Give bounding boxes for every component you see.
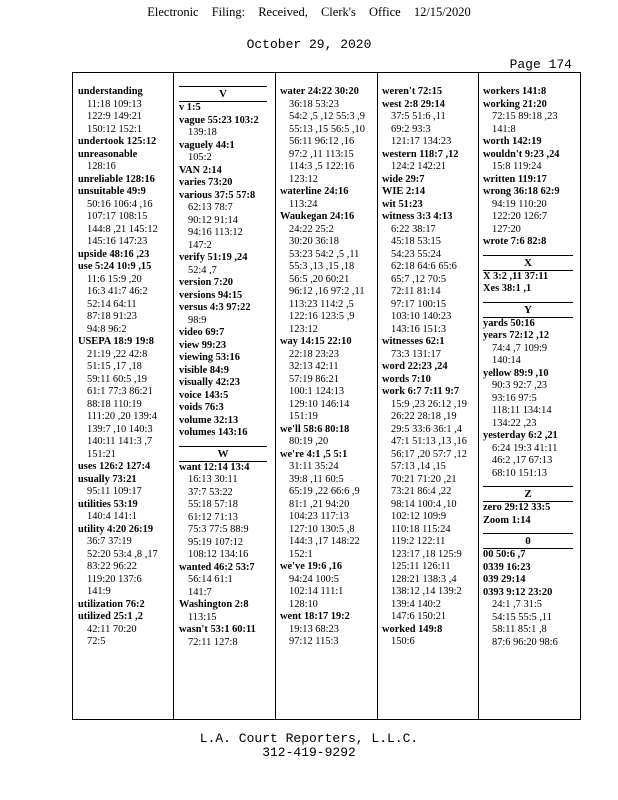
- index-entry-refs: 129:10 146:14: [289, 398, 350, 410]
- index-entry-refs: 95:19 107:12: [188, 536, 244, 548]
- index-entry-refs: 57:13 ,14 ,15: [391, 461, 446, 472]
- index-entry-refs: 42:11 70:20: [87, 623, 137, 635]
- index-entry-term: Zoom 1:14: [483, 514, 531, 526]
- index-entry-term: upside 48:16 ,23: [78, 248, 150, 260]
- index-entry-refs: 73:3 131:17: [391, 348, 441, 360]
- index-entry-term: yards 50:16: [483, 317, 535, 329]
- index-entry-refs: 80:19 ,20: [289, 436, 329, 447]
- index-entry-refs: 56:5 ,20 60:21: [289, 273, 350, 285]
- index-entry-refs: 68:10 151:13: [492, 467, 548, 479]
- letter-heading: Y: [483, 302, 573, 318]
- index-entry-term: unreasonable: [78, 148, 138, 160]
- letter-heading: V: [179, 86, 267, 102]
- index-entry-term: use 5:24 10:9 ,15: [78, 261, 152, 272]
- index-entry-term: wanted 46:2 53:7: [179, 561, 255, 573]
- index-entry-term: 0393 9:12 23:20: [483, 586, 553, 598]
- index-entry-refs: 128:10: [289, 598, 318, 610]
- index-entry-term: wrote 7:6 82:8: [483, 236, 547, 247]
- index-entry-refs: 122:20 126:7: [492, 211, 548, 222]
- index-entry-refs: 121:17 134:23: [391, 136, 452, 147]
- index-entry-refs: 52:4 ,7: [188, 264, 217, 276]
- index-entry-refs: 122:16 123:5 ,9: [289, 311, 355, 322]
- filing-word: Filing:: [211, 5, 246, 19]
- index-entry-refs: 108:12 134:16: [188, 549, 249, 560]
- index-entry-refs: 72:15 89:18 ,23: [492, 111, 558, 122]
- index-entry-term: years 72:12 ,12: [483, 330, 550, 341]
- index-entry-refs: 69:2 93:3: [391, 123, 431, 135]
- index-entry-term: view 99:23: [179, 339, 227, 351]
- index-entry-refs: 73:21 86:4 ,22: [391, 486, 452, 497]
- index-entry-refs: 39:8 ,11 60:5: [289, 473, 344, 485]
- index-entry-refs: 124:2 142:21: [391, 161, 447, 172]
- index-entry-refs: 144:8 ,21 145:12: [87, 223, 158, 235]
- index-entry-refs: 147:6 150:21: [391, 611, 447, 622]
- index-entry-refs: 111:20 ,20 139:4: [87, 411, 157, 422]
- index-entry-refs: 95:11 109:17: [87, 486, 142, 497]
- index-entry-term: 039 29:14: [483, 574, 526, 585]
- index-entry-refs: 15:9 ,23 26:12 ,19: [391, 398, 467, 410]
- index-entry-term: worked 149:8: [382, 623, 443, 635]
- index-entry-refs: 141:7: [188, 586, 212, 598]
- index-entry-term: west 2:8 29:14: [382, 98, 445, 110]
- index-entry-refs: 105:2: [188, 152, 212, 163]
- index-entry-term: USEPA 18:9 19:8: [78, 336, 155, 347]
- index-entry-refs: 98:14 100:4 ,10: [391, 498, 457, 510]
- index-entry-refs: 94:8 96:2: [87, 323, 127, 335]
- index-entry-refs: 16:13 30:11: [188, 474, 238, 485]
- index-entry-refs: 11:18 109:13: [87, 98, 142, 110]
- index-entry-refs: 118:11 134:14: [492, 405, 552, 416]
- index-entry-term: weren't 72:15: [382, 86, 443, 97]
- index-entry-refs: 72:11 81:14: [391, 286, 441, 297]
- index-entry-term: word 22:23 ,24: [382, 361, 448, 372]
- index-entry-term: understanding: [78, 86, 143, 97]
- index-entry-refs: 29:5 33:6 36:1 ,4: [391, 423, 463, 435]
- index-entry-refs: 47:1 51:13 ,13 ,16: [391, 436, 467, 447]
- index-entry-term: Washington 2:8: [179, 599, 249, 610]
- index-entry-refs: 19:13 68:23: [289, 623, 339, 635]
- column-divider: [173, 72, 174, 720]
- index-entry-term: wouldn't 9:23 ,24: [483, 148, 560, 160]
- index-entry-term: utilities 53:19: [78, 498, 138, 510]
- index-entry-refs: 123:12: [289, 323, 318, 335]
- index-entry-refs: 141:8: [492, 123, 516, 135]
- index-entry-refs: 36:18 53:23: [289, 98, 339, 110]
- page-number: Page 174: [509, 57, 572, 72]
- index-entry-refs: 97:2 ,11 113:15: [289, 148, 354, 160]
- index-entry-refs: 128:21 138:3 ,4: [391, 573, 457, 585]
- index-entry-refs: 94:19 110:20: [492, 198, 547, 210]
- index-entry-refs: 58:11 85:1 ,8: [492, 624, 547, 635]
- index-entry-term: undertook 125:12: [78, 136, 157, 147]
- index-entry-refs: 152:1: [289, 548, 313, 560]
- index-entry-term: workers 141:8: [483, 86, 547, 97]
- index-entry-refs: 102:14 111:1: [289, 586, 344, 597]
- index-entry-refs: 140:14: [492, 355, 521, 366]
- index-entry-term: working 21:20: [483, 98, 547, 110]
- index-entry-term: want 12:14 13:4: [179, 461, 250, 473]
- index-entry-term: versus 4:3 97:22: [179, 302, 251, 313]
- index-entry-refs: 125:11 126:11: [391, 561, 451, 572]
- index-entry-term: volume 32:13: [179, 414, 239, 426]
- filing-word: Received,: [258, 5, 308, 19]
- index-entry-refs: 62:13 78:7: [188, 202, 233, 213]
- index-entry-term: witness 3:3 4:13: [382, 211, 453, 222]
- index-entry-term: worth 142:19: [483, 136, 542, 147]
- index-entry-refs: 128:16: [87, 161, 116, 172]
- index-entry-term: versions 94:15: [179, 289, 243, 301]
- index-entry-refs: 87:18 91:23: [87, 311, 137, 322]
- index-column: [179, 86, 271, 649]
- filing-word: Electronic: [147, 5, 199, 19]
- index-entry-term: went 18:17 19:2: [280, 611, 350, 622]
- index-entry-refs: 96:12 ,16 97:2 ,11: [289, 286, 365, 297]
- index-entry-term: uses 126:2 127:4: [78, 461, 151, 472]
- index-entry-refs: 141:9: [87, 586, 111, 597]
- index-entry-refs: 90:3 92:7 ,23: [492, 380, 548, 391]
- index-entry-refs: 150:12 152:1: [87, 123, 143, 135]
- electronic-filing-stamp: [0, 5, 618, 20]
- index-entry-term: wrong 36:18 62:9: [483, 186, 560, 197]
- index-entry-refs: 24:22 25:2: [289, 223, 334, 235]
- index-entry-refs: 54:2 ,5 ,12 55:3 ,9: [289, 111, 365, 122]
- index-entry-term: volumes 143:16: [179, 427, 248, 438]
- transcript-date: October 29, 2020: [246, 37, 372, 52]
- index-entry-term: water 24:22 30:20: [280, 86, 359, 97]
- index-entry-term: witnesses 62:1: [382, 336, 445, 347]
- index-entry-term: X 3:2 ,11 37:11: [483, 270, 549, 282]
- index-entry-refs: 119:2 122:11: [391, 536, 446, 547]
- column-divider: [478, 72, 479, 720]
- index-entry-refs: 110:18 115:24: [391, 523, 451, 535]
- index-entry-refs: 83:22 96:22: [87, 561, 137, 572]
- index-entry-refs: 127:10 130:5 ,8: [289, 523, 355, 535]
- index-entry-refs: 54:15 55:5 ,11: [492, 611, 552, 623]
- index-entry-refs: 75:3 77:5 88:9: [188, 524, 249, 535]
- index-entry-refs: 45:18 53:15: [391, 236, 441, 247]
- index-entry-refs: 70:21 71:20 ,21: [391, 473, 457, 485]
- index-entry-term: wasn't 53:1 60:11: [179, 624, 256, 635]
- index-entry-refs: 127:20: [492, 223, 521, 235]
- index-entry-refs: 32:13 42:11: [289, 361, 339, 372]
- index-entry-term: usually 73:21: [78, 473, 137, 485]
- index-entry-refs: 37:5 51:6 ,11: [391, 111, 446, 122]
- filing-word: 12/15/2020: [413, 5, 471, 19]
- index-entry-refs: 94:16 113:12: [188, 227, 243, 238]
- index-entry-refs: 72:11 127:8: [188, 636, 238, 648]
- index-entry-refs: 140:4 141:1: [87, 511, 137, 522]
- index-entry-refs: 104:23 117:13: [289, 511, 349, 522]
- index-entry-refs: 87:6 96:20 98:6: [492, 636, 558, 648]
- letter-heading: X: [483, 255, 573, 271]
- index-entry-refs: 114:3 ,5 122:16: [289, 161, 355, 172]
- index-entry-refs: 138:12 ,14 139:2: [391, 586, 462, 597]
- filing-word: Office: [368, 5, 401, 19]
- index-entry-refs: 113:23 114:2 ,5: [289, 298, 354, 310]
- index-entry-refs: 88:18 110:19: [87, 398, 142, 410]
- index-entry-refs: 61:1 77:3 86:21: [87, 386, 153, 397]
- index-entry-term: vaguely 44:1: [179, 139, 235, 151]
- index-entry-term: we're 4:1 ,5 5:1: [280, 448, 348, 460]
- letter-heading: 0: [483, 533, 573, 549]
- reporter-footer: [0, 732, 618, 760]
- reporter-name: L.A. Court Reporters, L.L.C.: [199, 731, 419, 746]
- index-entry-refs: 37:7 53:22: [188, 486, 233, 498]
- index-entry-refs: 52:20 53:4 ,8 ,17: [87, 548, 158, 560]
- index-entry-term: Xes 38:1 ,1: [483, 283, 532, 294]
- index-entry-refs: 122:9 149:21: [87, 111, 143, 122]
- index-entry-refs: 54:23 55:24: [391, 248, 441, 260]
- reporter-phone: 312-419-9292: [262, 745, 356, 760]
- index-entry-term: wit 51:23: [382, 198, 423, 210]
- index-entry-refs: 140:11 141:3 ,7: [87, 436, 153, 447]
- index-entry-refs: 65:19 ,22 66:6 ,9: [289, 486, 360, 497]
- index-entry-term: yellow 89:9 ,10: [483, 367, 549, 379]
- index-entry-term: various 37:5 57:8: [179, 189, 256, 201]
- index-entry-refs: 55:18 57:18: [188, 499, 238, 510]
- index-entry-refs: 24:1 ,7 31:5: [492, 599, 542, 610]
- index-entry-term: version 7:20: [179, 277, 233, 288]
- index-entry-refs: 53:23 54:2 ,5 ,11: [289, 248, 360, 260]
- index-entry-refs: 147:2: [188, 239, 212, 251]
- index-entry-refs: 21:19 ,22 42:8: [87, 348, 148, 360]
- letter-heading: W: [179, 446, 267, 462]
- index-entry-refs: 97:17 100:15: [391, 298, 447, 310]
- index-entry-refs: 56:17 ,20 57:7 ,12: [391, 448, 467, 460]
- index-entry-refs: 61:12 71:13: [188, 511, 238, 523]
- index-entry-refs: 31:11 35:24: [289, 461, 339, 472]
- index-entry-term: western 118:7 ,12: [382, 148, 459, 160]
- index-entry-term: unsuitable 49:9: [78, 186, 146, 197]
- index-entry-refs: 72:5: [87, 636, 106, 647]
- index-entry-term: visible 84:9: [179, 364, 229, 376]
- index-entry-refs: 57:19 86:21: [289, 373, 339, 385]
- index-entry-term: voice 143:5: [179, 389, 229, 401]
- index-entry-refs: 123:17 ,18 125:9: [391, 548, 462, 560]
- column-divider: [377, 72, 378, 720]
- index-entry-refs: 52:14 64:11: [87, 298, 137, 310]
- index-entry-refs: 103:10 140:23: [391, 311, 452, 322]
- index-column: [483, 86, 577, 649]
- index-entry-refs: 139:4 140:2: [391, 598, 441, 610]
- index-entry-refs: 55:13 ,15 56:5 ,10: [289, 123, 365, 135]
- index-entry-term: utility 4:20 26:19: [78, 523, 154, 535]
- index-entry-refs: 94:24 100:5: [289, 573, 339, 585]
- index-entry-term: unreliable 128:16: [78, 173, 155, 185]
- index-entry-term: wide 29:7: [382, 173, 425, 185]
- index-entry-refs: 102:12 109:9: [391, 511, 447, 522]
- index-entry-refs: 26:22 28:18 ,19: [391, 411, 457, 422]
- index-column: [382, 86, 476, 649]
- index-entry-term: verify 51:19 ,24: [179, 252, 248, 263]
- index-entry-refs: 119:20 137:6: [87, 573, 142, 585]
- index-entry-refs: 107:17 108:15: [87, 211, 148, 222]
- index-entry-refs: 51:15 ,17 ,18: [87, 361, 142, 372]
- index-entry-refs: 56:11 96:12 ,16: [289, 136, 355, 147]
- index-entry-refs: 30:20 36:18: [289, 236, 339, 247]
- index-entry-refs: 150:6: [391, 636, 415, 647]
- index-entry-refs: 59:11 60:5 ,19: [87, 373, 147, 385]
- index-entry-refs: 134:22 ,23: [492, 417, 537, 429]
- index-entry-refs: 97:12 115:3: [289, 636, 339, 647]
- index-entry-term: 0339 16:23: [483, 561, 531, 573]
- index-entry-term: zero 29:12 33:5: [483, 502, 551, 513]
- index-entry-term: 00 50:6 ,7: [483, 549, 526, 560]
- index-entry-term: utilized 25:1 ,2: [78, 611, 143, 622]
- index-entry-term: vague 55:23 103:2: [179, 114, 259, 126]
- index-entry-refs: 55:3 ,13 ,15 ,18: [289, 261, 355, 272]
- index-entry-refs: 81:1 ,21 94:20: [289, 498, 350, 510]
- index-entry-term: v 1:5: [179, 102, 201, 113]
- index-entry-refs: 6:24 19:3 41:11: [492, 442, 558, 454]
- index-entry-term: Waukegan 24:16: [280, 211, 355, 222]
- index-entry-term: varies 73:20: [179, 177, 233, 188]
- index-entry-refs: 15:8 119:24: [492, 161, 542, 172]
- letter-heading: Z: [483, 486, 573, 502]
- index-entry-term: written 119:17: [483, 173, 547, 185]
- index-entry-term: video 69:7: [179, 327, 225, 338]
- index-entry-refs: 123:12: [289, 173, 318, 185]
- index-entry-term: VAN 2:14: [179, 164, 222, 176]
- index-entry-refs: 62:18 64:6 65:6: [391, 261, 457, 272]
- index-entry-refs: 93:16 97:5: [492, 392, 537, 404]
- index-entry-refs: 74:4 ,7 109:9: [492, 342, 548, 354]
- index-entry-term: visually 42:23: [179, 377, 240, 388]
- index-entry-refs: 143:16 151:3: [391, 323, 447, 335]
- index-entry-term: we've 19:6 ,16: [280, 561, 343, 572]
- index-entry-term: work 6:7 7:11 9:7: [382, 386, 460, 397]
- index-entry-term: viewing 53:16: [179, 352, 240, 363]
- index-entry-refs: 98:9: [188, 314, 207, 326]
- index-column: [78, 86, 170, 649]
- index-entry-refs: 139:18: [188, 127, 217, 138]
- index-entry-refs: 145:16 147:23: [87, 236, 148, 247]
- index-entry-refs: 22:18 23:23: [289, 348, 339, 360]
- index-entry-refs: 113:24: [289, 198, 318, 210]
- index-column: [280, 86, 374, 649]
- index-entry-term: way 14:15 22:10: [280, 336, 352, 347]
- index-entry-term: we'll 58:6 80:18: [280, 423, 350, 435]
- index-entry-refs: 100:1 124:13: [289, 386, 345, 397]
- index-entry-refs: 144:3 ,17 148:22: [289, 536, 360, 547]
- index-entry-term: WIE 2:14: [382, 186, 426, 197]
- index-entry-term: words 7:10: [382, 373, 431, 385]
- index-entry-refs: 36:7 37:19: [87, 536, 132, 547]
- index-entry-term: utilization 76:2: [78, 598, 145, 610]
- column-divider: [275, 72, 276, 720]
- index-entry-refs: 6:22 38:17: [391, 223, 436, 235]
- index-entry-refs: 65:7 ,12 70:5: [391, 273, 447, 285]
- index-entry-term: voids 76:3: [179, 402, 224, 413]
- index-entry-refs: 90:12 91:14: [188, 214, 238, 226]
- index-entry-refs: 46:2 ,17 67:13: [492, 455, 553, 466]
- index-entry-term: waterline 24:16: [280, 186, 349, 197]
- index-entry-refs: 56:14 61:1: [188, 574, 233, 585]
- filing-word: Clerk's: [320, 5, 356, 19]
- index-entry-refs: 50:16 106:4 ,16: [87, 198, 153, 210]
- index-entry-refs: 151:21: [87, 448, 116, 460]
- index-entry-refs: 11:6 15:9 ,20: [87, 273, 142, 285]
- index-entry-refs: 139:7 ,10 140:3: [87, 423, 153, 435]
- index-entry-refs: 151:19: [289, 411, 318, 422]
- index-entry-refs: 113:15: [188, 611, 217, 623]
- index-entry-term: yesterday 6:2 ,21: [483, 430, 558, 441]
- index-entry-refs: 16:3 41:7 46:2: [87, 286, 148, 297]
